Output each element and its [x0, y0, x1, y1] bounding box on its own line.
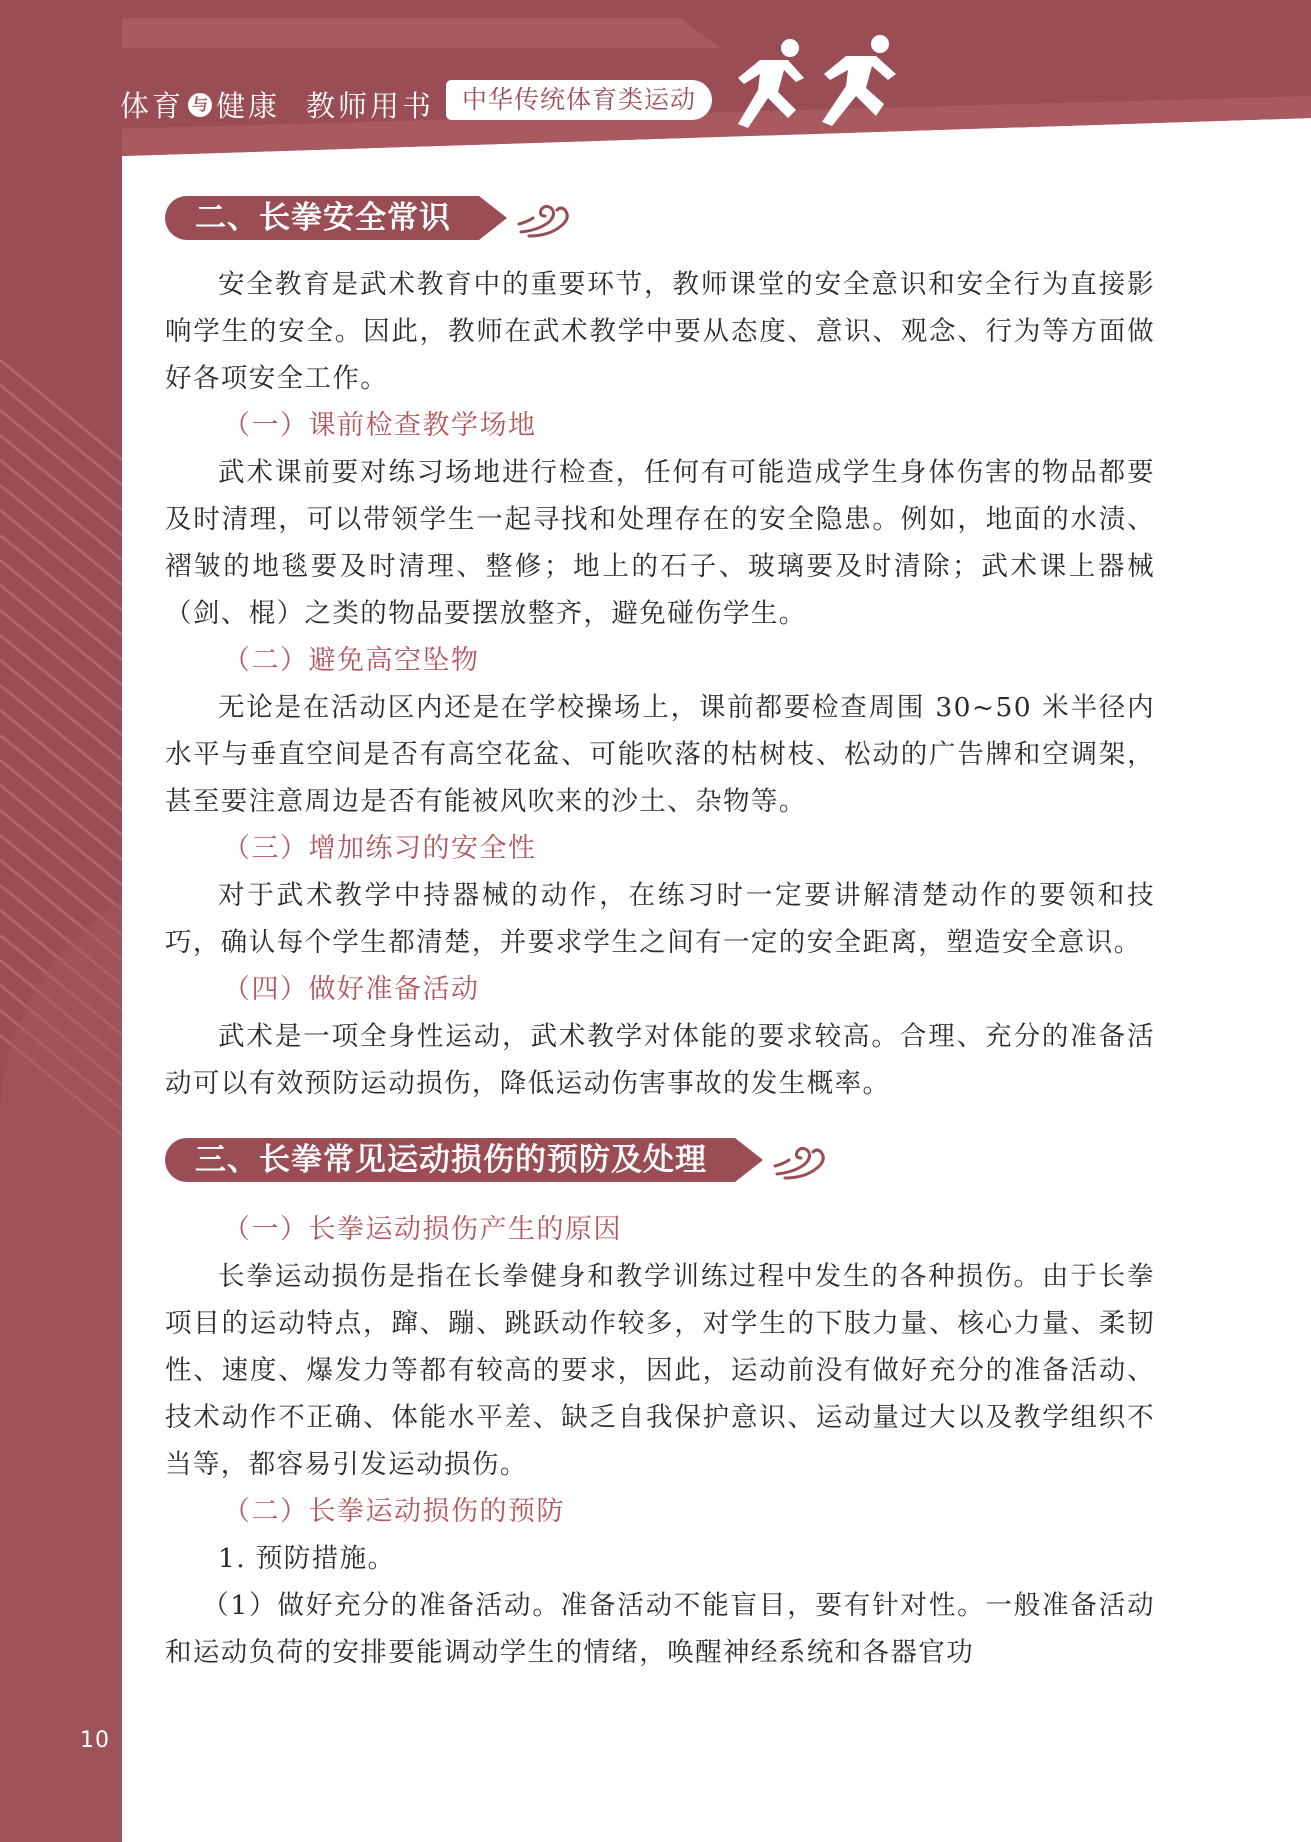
chapter-tag: 中华传统体育类运动: [446, 80, 712, 120]
paragraph: 无论是在活动区内还是在学校操场上，课前都要检查周围 30~50 米半径内水平与垂直空间是否有高空花盆、可能吹落的枯树枝、松动的广告牌和空调架，甚至要注意周边是否有能被风吹来的沙土、杂物等。: [165, 692, 1155, 817]
runners-icon: [700, 30, 930, 140]
subheading: （二）避免高空坠物: [223, 645, 480, 676]
section-title-injury: 三、长拳常见运动损伤的预防及处理: [165, 1138, 735, 1182]
book-type: 教师用书: [306, 89, 435, 123]
subheading: （一）课前检查教学场地: [223, 410, 537, 441]
paragraph: 长拳运动损伤是指在长拳健身和教学训练过程中发生的各种损伤。由于长拳项目的运动特点，蹿、蹦、跳跃动作较多，对学生的下肢力量、核心力量、柔韧性、速度、爆发力等都有较高的要求，因此，运动前没有做好充分的准备活动、技术动作不正确、体能水平差、缺乏自我保护意识、运动量过大以及教学组织不当等，都容易引发运动损伤。: [165, 1261, 1155, 1480]
paragraph: 安全教育是武术教育中的重要环节，教师课堂的安全意识和安全行为直接影响学生的安全。因此，教师在武术教学中要从态度、意识、观念、行为等方面做好各项安全工作。: [165, 269, 1155, 394]
page-number: 10: [80, 1728, 110, 1753]
book-title-part2: 健康: [216, 89, 281, 123]
paragraph: 对于武术教学中持器械的动作，在练习时一定要讲解清楚动作的要领和技巧，确认每个学生都清楚，并要求学生之间有一定的安全距离，塑造安全意识。: [165, 880, 1155, 958]
book-title-part1: 体育: [120, 89, 185, 123]
cloud-ornament-icon: [515, 196, 573, 240]
subheading: （三）增加练习的安全性: [223, 833, 537, 864]
book-title: [120, 84, 434, 125]
paragraph: （1）做好充分的准备活动。准备活动不能盲目，要有针对性。一般准备活动和运动负荷的安排要能调动学生的情绪，唤醒神经系统和各器官功: [165, 1590, 1155, 1668]
section-banner-injury: [165, 1138, 829, 1182]
and-badge: 与: [188, 93, 212, 117]
list-item: 1. 预防措施。: [218, 1543, 396, 1574]
paragraph: 武术课前要对练习场地进行检查，任何有可能造成学生身体伤害的物品都要及时清理，可以带领学生一起寻找和处理存在的安全隐患。例如，地面的水渍、褶皱的地毯要及时清理、整修；地上的石子、玻璃要及时清除；武术课上器械（剑、棍）之类的物品要摆放整齐，避免碰伤学生。: [165, 457, 1155, 629]
subheading: （四）做好准备活动: [223, 974, 480, 1005]
paragraph: 武术是一项全身性运动，武术教学对体能的要求较高。合理、充分的准备活动可以有效预防运动损伤，降低运动伤害事故的发生概率。: [165, 1021, 1155, 1099]
section-title-safety: 二、长拳安全常识: [165, 196, 479, 240]
section-injury-body: [165, 1206, 1155, 1676]
subheading: （一）长拳运动损伤产生的原因: [223, 1214, 622, 1245]
section-safety-body: [165, 261, 1155, 1107]
subheading: （二）长拳运动损伤的预防: [223, 1496, 565, 1527]
section-banner-safety: [165, 196, 573, 240]
cloud-ornament-icon: [771, 1138, 829, 1182]
